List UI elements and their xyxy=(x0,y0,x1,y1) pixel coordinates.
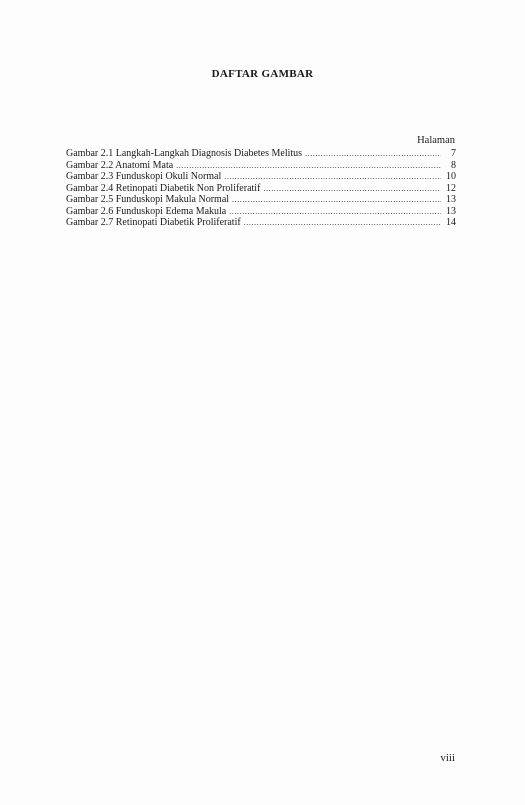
entry-page: 10 xyxy=(446,171,456,182)
list-item xyxy=(66,171,456,183)
page-number: viii xyxy=(440,752,455,764)
list-item xyxy=(66,148,456,160)
figure-list xyxy=(66,148,456,229)
entry-label: Gambar 2.1 Langkah-Langkah Diagnosis Diabetes Melitus xyxy=(66,148,303,159)
list-item xyxy=(66,160,456,172)
dot-leader xyxy=(305,148,441,160)
list-item xyxy=(66,183,456,195)
entry-page: 13 xyxy=(446,205,456,217)
page-title: DAFTAR GAMBAR xyxy=(211,68,314,80)
entry-label: Gambar 2.6 Funduskopi Edema Makula xyxy=(66,205,227,217)
dot-leader xyxy=(244,217,441,229)
entry-label: Gambar 2.4 Retinopati Diabetik Non Proliferatif xyxy=(66,182,261,194)
entry-page: 14 xyxy=(446,217,456,228)
column-header-halaman: Halaman xyxy=(417,135,455,146)
entry-page: 7 xyxy=(451,148,456,159)
dot-leader xyxy=(229,206,441,218)
entry-label: Gambar 2.5 Funduskopi Makula Normal xyxy=(66,194,230,205)
entry-page: 8 xyxy=(451,159,456,171)
entry-page: 13 xyxy=(446,194,456,205)
entry-page: 12 xyxy=(446,182,456,194)
dot-leader xyxy=(232,194,441,206)
list-item xyxy=(66,217,456,229)
entry-label: Gambar 2.2 Anatomi Mata xyxy=(66,159,174,171)
dot-leader xyxy=(176,160,441,172)
dot-leader xyxy=(263,183,441,195)
entry-label: Gambar 2.3 Funduskopi Okuli Normal xyxy=(66,171,222,182)
list-item xyxy=(66,194,456,206)
dot-leader xyxy=(224,171,441,183)
list-item xyxy=(66,206,456,218)
entry-label: Gambar 2.7 Retinopati Diabetik Proliferatif xyxy=(66,217,241,228)
